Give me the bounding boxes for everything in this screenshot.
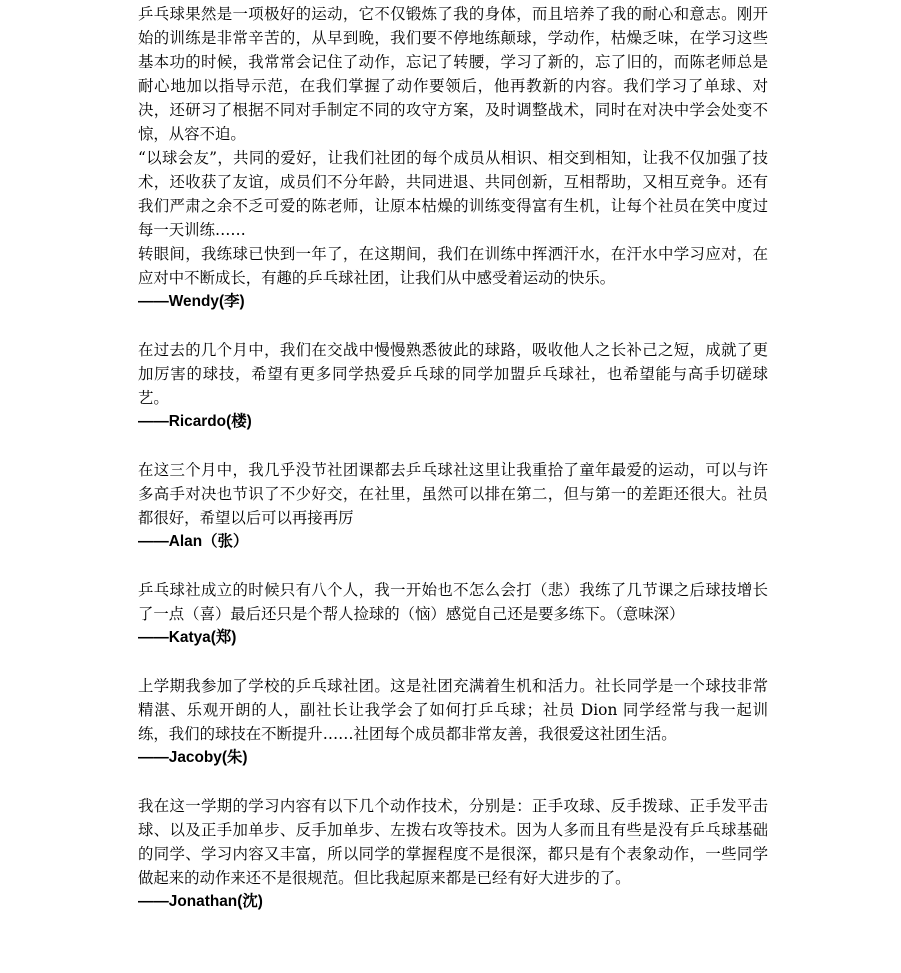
entry-spacer [138,314,768,338]
entry-paragraph: 上学期我参加了学校的乒乓球社团。这是社团充满着生机和活力。社长同学是一个球技非常精湛、乐观开朗的人，副社长让我学会了如何打乒乓球；社员 Dion 同学经常与我一起训练，我们的球技在不断提升……社团每个成员都非常友善，我很爱这社团生活。 [138,677,768,743]
entry-spacer [138,770,768,794]
entry-paragraph: 在这三个月中，我几乎没节社团课都去乒乓球社这里让我重拾了童年最爱的运动，可以与许多高手对决也节识了不少好交，在社里，虽然可以排在第二，但与第一的差距还很大。社员都很好，希望以后可以再接再厉 [138,461,768,527]
entry-paragraph: 乒乓球果然是一项极好的运动，它不仅锻炼了我的身体，而且培养了我的耐心和意志。刚开始的训练是非常辛苦的，从早到晚，我们要不停地练颠球，学动作，枯燥乏味，在学习这些基本功的时候，我常常会记住了动作，忘记了转腰，学习了新的，忘了旧的，而陈老师总是耐心地加以指导示范，在我们掌握了动作要领后，他再教新的内容。我们学习了单球、对决，还研习了根据不同对手制定不同的攻守方案，及时调整战术，同时在对决中学会处变不惊，从容不迫。 [138,5,768,143]
entry-jacoby [138,674,768,770]
entry-paragraph: 在过去的几个月中，我们在交战中慢慢熟悉彼此的球路，吸收他人之长补己之短，成就了更加厉害的球技，希望有更多同学热爱乒乓球的同学加盟乒乓球社，也希望能与高手切磋球艺。 [138,341,768,407]
entry-ricardo [138,338,768,434]
entry-signature: ——Katya(郑) [138,629,237,646]
entry-paragraph: 我在这一学期的学习内容有以下几个动作技术，分别是：正手攻球、反手拨球、正手发平击球、以及正手加单步、反手加单步、左拨右攻等技术。因为人多而且有些是没有乒乓球基础的同学、学习内容又丰富，所以同学的掌握程度不是很深，都只是有个表象动作，一些同学做起来的动作来还不是很规范。但比我起原来都是已经有好大进步的了。 [138,797,768,887]
entry-spacer [138,434,768,458]
entry-jonathan [138,794,768,914]
entry-signature: ——Ricardo(楼) [138,413,252,430]
entry-spacer [138,554,768,578]
entry-alan [138,458,768,554]
entry-wendy [138,2,768,314]
document-page [138,2,768,914]
entry-signature: ——Jonathan(沈) [138,893,263,910]
entry-paragraph: 转眼间，我练球已快到一年了，在这期间，我们在训练中挥洒汗水，在汗水中学习应对，在应对中不断成长，有趣的乒乓球社团，让我们从中感受着运动的快乐。 [138,245,768,287]
entry-signature: ——Jacoby(朱) [138,749,248,766]
entry-paragraph: 乒乓球社成立的时候只有八个人，我一开始也不怎么会打（悲）我练了几节课之后球技增长了一点（喜）最后还只是个帮人捡球的（恼）感觉自己还是要多练下。（意味深） [138,581,768,623]
entry-katya [138,578,768,650]
entry-spacer [138,650,768,674]
entry-paragraph: “以球会友”，共同的爱好，让我们社团的每个成员从相识、相交到相知，让我不仅加强了技术，还收获了友谊，成员们不分年龄，共同进退、共同创新，互相帮助，又相互竞争。还有我们严肃之余不乏可爱的陈老师，让原本枯燥的训练变得富有生机，让每个社员在笑中度过每一天训练…… [138,149,768,239]
entry-signature: ——Wendy(李) [138,293,245,310]
entry-signature: ——Alan（张） [138,533,249,550]
